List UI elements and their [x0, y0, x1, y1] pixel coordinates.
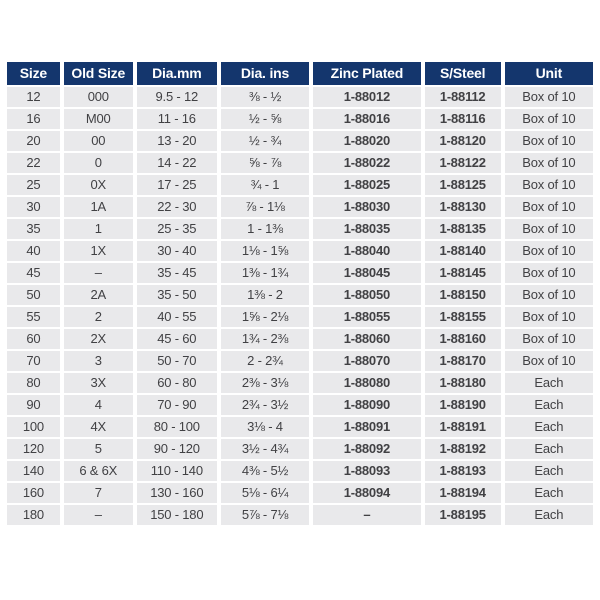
cell-dia_ins: 1⅝ - 2⅛ [221, 307, 309, 327]
cell-dia_mm: 35 - 50 [137, 285, 217, 305]
table-row [7, 153, 593, 173]
cell-dia_ins: ¾ - 1 [221, 175, 309, 195]
cell-zinc_plated: – [313, 505, 421, 525]
cell-unit: Box of 10 [505, 131, 593, 151]
column-header-s_steel: S/Steel [425, 62, 501, 85]
cell-zinc_plated: 1-88092 [313, 439, 421, 459]
column-header-size: Size [7, 62, 60, 85]
cell-size: 22 [7, 153, 60, 173]
cell-s_steel: 1-88140 [425, 241, 501, 261]
column-header-dia_mm: Dia.mm [137, 62, 217, 85]
cell-old_size: 00 [64, 131, 133, 151]
cell-dia_ins: 3⅛ - 4 [221, 417, 309, 437]
cell-dia_mm: 80 - 100 [137, 417, 217, 437]
table-row [7, 417, 593, 437]
cell-zinc_plated: 1-88025 [313, 175, 421, 195]
cell-s_steel: 1-88122 [425, 153, 501, 173]
cell-old_size: 4X [64, 417, 133, 437]
table-row [7, 483, 593, 503]
cell-dia_ins: ⅝ - ⅞ [221, 153, 309, 173]
cell-s_steel: 1-88112 [425, 87, 501, 107]
table-row [7, 87, 593, 107]
cell-s_steel: 1-88195 [425, 505, 501, 525]
cell-old_size: 4 [64, 395, 133, 415]
cell-zinc_plated: 1-88020 [313, 131, 421, 151]
cell-dia_ins: 3½ - 4¾ [221, 439, 309, 459]
cell-zinc_plated: 1-88091 [313, 417, 421, 437]
cell-zinc_plated: 1-88080 [313, 373, 421, 393]
table-row [7, 373, 593, 393]
cell-unit: Box of 10 [505, 219, 593, 239]
cell-unit: Each [505, 395, 593, 415]
cell-dia_ins: 4⅜ - 5½ [221, 461, 309, 481]
cell-dia_mm: 30 - 40 [137, 241, 217, 261]
cell-zinc_plated: 1-88060 [313, 329, 421, 349]
table-row [7, 285, 593, 305]
table-body [7, 87, 593, 525]
table-row [7, 351, 593, 371]
cell-size: 120 [7, 439, 60, 459]
cell-unit: Box of 10 [505, 109, 593, 129]
table-row [7, 241, 593, 261]
cell-size: 80 [7, 373, 60, 393]
cell-dia_mm: 17 - 25 [137, 175, 217, 195]
cell-unit: Each [505, 417, 593, 437]
cell-size: 40 [7, 241, 60, 261]
cell-dia_mm: 9.5 - 12 [137, 87, 217, 107]
header-row [7, 62, 593, 85]
cell-zinc_plated: 1-88035 [313, 219, 421, 239]
cell-unit: Each [505, 373, 593, 393]
spec-table-container [3, 60, 597, 527]
cell-s_steel: 1-88116 [425, 109, 501, 129]
cell-s_steel: 1-88135 [425, 219, 501, 239]
column-header-dia_ins: Dia. ins [221, 62, 309, 85]
cell-dia_mm: 50 - 70 [137, 351, 217, 371]
cell-dia_ins: 1⅛ - 1⅝ [221, 241, 309, 261]
cell-unit: Box of 10 [505, 285, 593, 305]
cell-old_size: 3X [64, 373, 133, 393]
cell-zinc_plated: 1-88022 [313, 153, 421, 173]
cell-dia_ins: 2¾ - 3½ [221, 395, 309, 415]
cell-s_steel: 1-88190 [425, 395, 501, 415]
table-row [7, 219, 593, 239]
cell-s_steel: 1-88145 [425, 263, 501, 283]
cell-unit: Box of 10 [505, 197, 593, 217]
cell-s_steel: 1-88130 [425, 197, 501, 217]
cell-zinc_plated: 1-88030 [313, 197, 421, 217]
cell-dia_mm: 25 - 35 [137, 219, 217, 239]
cell-dia_mm: 130 - 160 [137, 483, 217, 503]
cell-unit: Box of 10 [505, 329, 593, 349]
table-row [7, 307, 593, 327]
cell-old_size: 2X [64, 329, 133, 349]
cell-dia_ins: ½ - ⅝ [221, 109, 309, 129]
cell-unit: Box of 10 [505, 153, 593, 173]
cell-s_steel: 1-88180 [425, 373, 501, 393]
cell-zinc_plated: 1-88094 [313, 483, 421, 503]
cell-dia_mm: 40 - 55 [137, 307, 217, 327]
cell-old_size: – [64, 505, 133, 525]
cell-old_size: 2A [64, 285, 133, 305]
cell-s_steel: 1-88160 [425, 329, 501, 349]
size-specification-table [3, 60, 597, 527]
cell-old_size: 3 [64, 351, 133, 371]
table-row [7, 197, 593, 217]
cell-size: 140 [7, 461, 60, 481]
cell-size: 30 [7, 197, 60, 217]
cell-old_size: 1 [64, 219, 133, 239]
table-row [7, 395, 593, 415]
cell-unit: Each [505, 505, 593, 525]
cell-dia_ins: 2⅜ - 3⅛ [221, 373, 309, 393]
cell-unit: Each [505, 439, 593, 459]
table-row [7, 175, 593, 195]
cell-unit: Box of 10 [505, 241, 593, 261]
cell-unit: Box of 10 [505, 175, 593, 195]
cell-dia_mm: 90 - 120 [137, 439, 217, 459]
cell-size: 50 [7, 285, 60, 305]
cell-dia_ins: 1⅜ - 2 [221, 285, 309, 305]
cell-unit: Box of 10 [505, 263, 593, 283]
table-header [7, 62, 593, 85]
cell-old_size: 2 [64, 307, 133, 327]
table-row [7, 131, 593, 151]
cell-dia_ins: ½ - ¾ [221, 131, 309, 151]
cell-size: 25 [7, 175, 60, 195]
cell-old_size: 5 [64, 439, 133, 459]
cell-old_size: 0X [64, 175, 133, 195]
cell-old_size: 6 & 6X [64, 461, 133, 481]
cell-old_size: 0 [64, 153, 133, 173]
cell-unit: Box of 10 [505, 87, 593, 107]
cell-old_size: 000 [64, 87, 133, 107]
cell-zinc_plated: 1-88040 [313, 241, 421, 261]
cell-s_steel: 1-88155 [425, 307, 501, 327]
cell-s_steel: 1-88191 [425, 417, 501, 437]
cell-size: 70 [7, 351, 60, 371]
cell-dia_mm: 22 - 30 [137, 197, 217, 217]
cell-size: 45 [7, 263, 60, 283]
cell-zinc_plated: 1-88016 [313, 109, 421, 129]
cell-s_steel: 1-88194 [425, 483, 501, 503]
cell-dia_ins: 5⅛ - 6¼ [221, 483, 309, 503]
cell-zinc_plated: 1-88012 [313, 87, 421, 107]
cell-old_size: 7 [64, 483, 133, 503]
cell-size: 100 [7, 417, 60, 437]
cell-size: 160 [7, 483, 60, 503]
cell-size: 35 [7, 219, 60, 239]
cell-size: 12 [7, 87, 60, 107]
cell-dia_ins: 1 - 1⅜ [221, 219, 309, 239]
cell-size: 180 [7, 505, 60, 525]
table-row [7, 439, 593, 459]
cell-zinc_plated: 1-88050 [313, 285, 421, 305]
column-header-unit: Unit [505, 62, 593, 85]
cell-size: 90 [7, 395, 60, 415]
cell-size: 55 [7, 307, 60, 327]
cell-s_steel: 1-88125 [425, 175, 501, 195]
table-row [7, 329, 593, 349]
cell-zinc_plated: 1-88093 [313, 461, 421, 481]
cell-dia_ins: 2 - 2¾ [221, 351, 309, 371]
cell-zinc_plated: 1-88055 [313, 307, 421, 327]
cell-old_size: M00 [64, 109, 133, 129]
cell-zinc_plated: 1-88070 [313, 351, 421, 371]
cell-dia_mm: 11 - 16 [137, 109, 217, 129]
cell-s_steel: 1-88170 [425, 351, 501, 371]
cell-unit: Each [505, 483, 593, 503]
cell-s_steel: 1-88120 [425, 131, 501, 151]
cell-size: 20 [7, 131, 60, 151]
cell-dia_ins: 1¾ - 2⅜ [221, 329, 309, 349]
column-header-zinc_plated: Zinc Plated [313, 62, 421, 85]
column-header-old_size: Old Size [64, 62, 133, 85]
table-row [7, 505, 593, 525]
cell-dia_mm: 13 - 20 [137, 131, 217, 151]
cell-dia_ins: 5⅞ - 7⅛ [221, 505, 309, 525]
cell-zinc_plated: 1-88090 [313, 395, 421, 415]
table-row [7, 263, 593, 283]
cell-dia_mm: 35 - 45 [137, 263, 217, 283]
cell-dia_mm: 14 - 22 [137, 153, 217, 173]
table-row [7, 109, 593, 129]
cell-dia_ins: 1⅜ - 1¾ [221, 263, 309, 283]
cell-size: 60 [7, 329, 60, 349]
cell-unit: Box of 10 [505, 307, 593, 327]
cell-dia_ins: ⅞ - 1⅛ [221, 197, 309, 217]
cell-size: 16 [7, 109, 60, 129]
cell-s_steel: 1-88150 [425, 285, 501, 305]
cell-s_steel: 1-88192 [425, 439, 501, 459]
cell-dia_mm: 70 - 90 [137, 395, 217, 415]
cell-unit: Box of 10 [505, 351, 593, 371]
cell-dia_mm: 60 - 80 [137, 373, 217, 393]
cell-old_size: 1X [64, 241, 133, 261]
cell-unit: Each [505, 461, 593, 481]
cell-old_size: – [64, 263, 133, 283]
cell-zinc_plated: 1-88045 [313, 263, 421, 283]
cell-dia_ins: ⅜ - ½ [221, 87, 309, 107]
cell-dia_mm: 45 - 60 [137, 329, 217, 349]
cell-s_steel: 1-88193 [425, 461, 501, 481]
cell-old_size: 1A [64, 197, 133, 217]
table-row [7, 461, 593, 481]
cell-dia_mm: 110 - 140 [137, 461, 217, 481]
cell-dia_mm: 150 - 180 [137, 505, 217, 525]
